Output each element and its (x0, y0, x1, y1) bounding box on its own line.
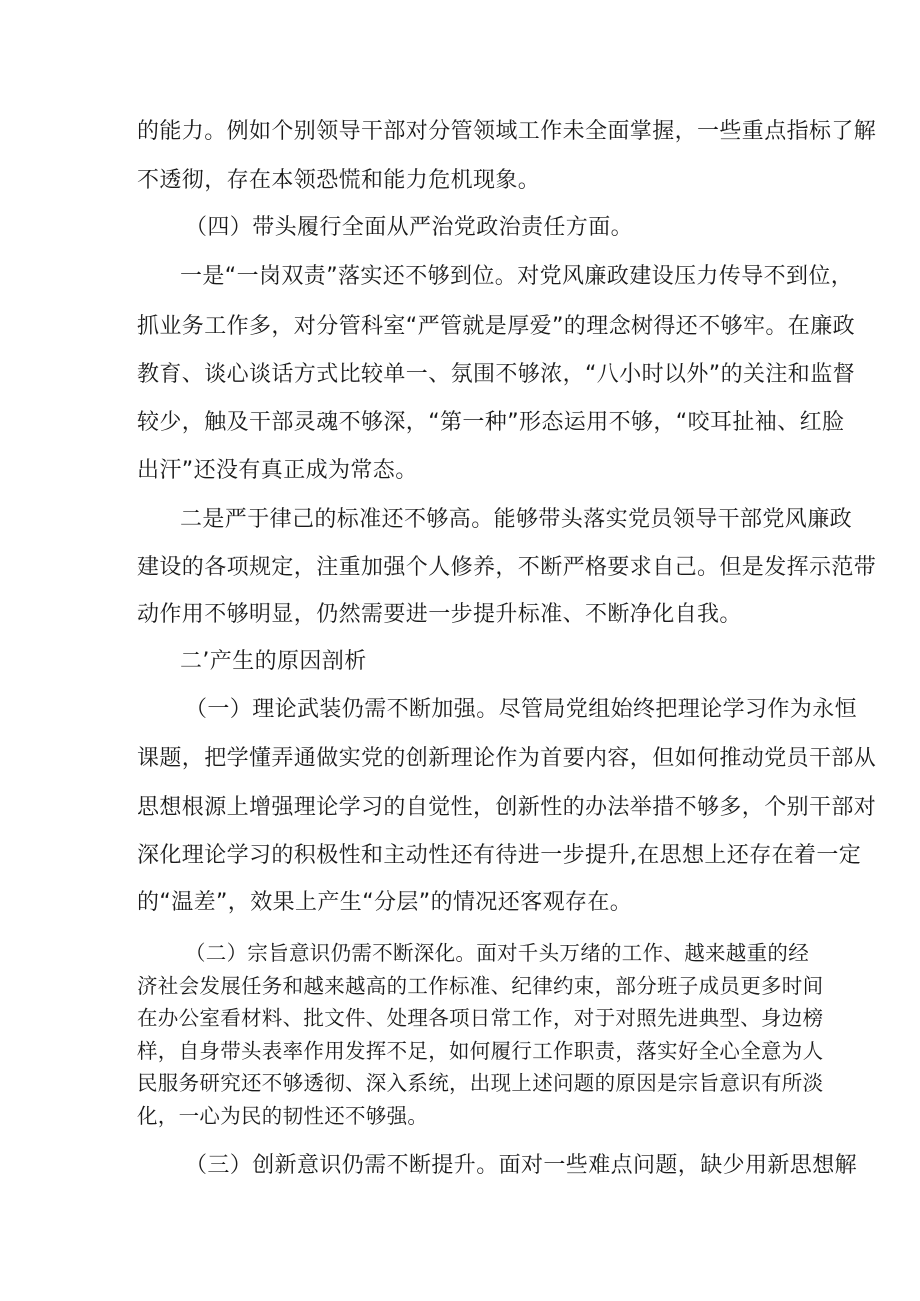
text-line: 民服务研究还不够透彻、深入系统，出现上述问题的原因是宗旨意识有所淡 (137, 1071, 824, 1095)
text-line: 样，自身带头表率作用发挥不足，如何履行工作职责，落实好全心全意为人 (137, 1039, 824, 1063)
section-heading: 二’产生的原因剖析 (180, 649, 367, 674)
text-line: 二是严于律己的标准还不够高。能够带头落实党员领导干部党风廉政 (180, 507, 853, 532)
text-line: 济社会发展任务和越来越高的工作标准、纪律约束，部分班子成员更多时间 (137, 974, 824, 998)
text-line: 的“温差”，效果上产生“分层”的情况还客观存在。 (137, 890, 633, 915)
text-line: （三）创新意识仍需不断提升。面对一些难点问题，缺少用新思想解 (185, 1153, 858, 1178)
text-line: 较少，触及干部灵魂不够深，“第一种”形态运用不够，“咬耳扯袖、红脸 (137, 410, 845, 435)
text-line: 建设的各项规定，注重加强个人修养，不断严格要求自己。但是发挥示范带 (137, 555, 877, 580)
text-line: （二）宗旨意识仍需不断深化。面对千头万绪的工作、越来越重的经 (185, 941, 809, 965)
text-line: 动作用不够明显，仍然需要进一步提升标准、不断净化自我。 (137, 602, 742, 627)
text-line: 抓业务工作多，对分管科室“严管就是厚爱”的理念树得还不够牢。在廉政 (137, 314, 855, 339)
text-line: 的能力。例如个别领导干部对分管领域工作未全面掌握，一些重点指标了解 (137, 119, 877, 144)
text-line: （一）理论武装仍需不断加强。尽管局党组始终把理论学习作为永恒 (185, 697, 858, 722)
text-line: 思想根源上增强理论学习的自觉性，创新性的办法举措不够多，个别干部对 (137, 795, 877, 820)
text-line: 一是“一岗双责”落实还不够到位。对党风廉政建设压力传导不到位， (180, 264, 854, 289)
text-line: 不透彻，存在本领恐慌和能力危机现象。 (137, 168, 541, 193)
text-line: 教育、谈心谈话方式比较单一、氛围不够浓，“八小时以外”的关注和监督 (137, 362, 855, 387)
text-line: 化，一心为民的韧性还不够强。 (137, 1104, 429, 1128)
text-line: 深化理论学习的积极性和主动性还有待进一步提升,在思想上还存在着一定 (137, 843, 862, 868)
text-line: 课题，把学懂弄通做实党的创新理论作为首要内容，但如何推动党员干部从 (137, 746, 877, 771)
text-line: 出汗”还没有真正成为常态。 (137, 458, 418, 483)
section-heading: （四）带头履行全面从严治党政治责任方面。 (185, 215, 634, 240)
text-line: 在办公室看材料、批文件、处理各项日常工作，对于对照先进典型、身边榜 (137, 1006, 824, 1030)
